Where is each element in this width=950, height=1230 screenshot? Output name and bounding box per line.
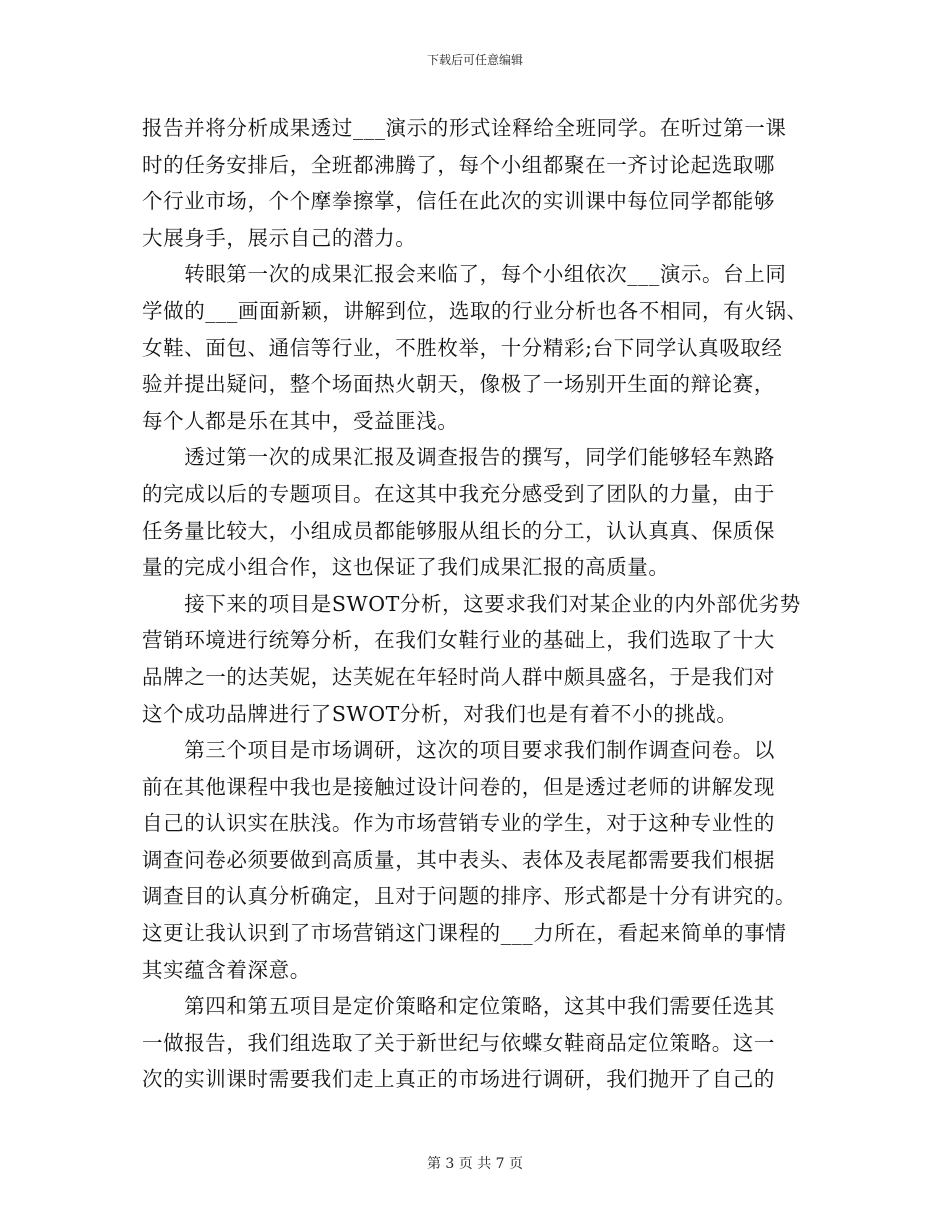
paragraph-5 bbox=[142, 732, 822, 988]
text-line: 第三个项目是市场调研，这次的项目要求我们制作调查问卷。以 bbox=[142, 738, 775, 763]
text-line: 报告并将分析成果透过___演示的形式诠释给全班同学。在听过第一课 bbox=[142, 116, 787, 140]
text-line: 量的完成小组合作，这也保证了我们成果汇报的高质量。 bbox=[142, 555, 670, 580]
text-line: 每个人都是乐在其中，受益匪浅。 bbox=[142, 408, 459, 433]
text-line: 品牌之一的达芙妮，达芙妮在年轻时尚人群中颇具盛名，于是我们对 bbox=[142, 664, 775, 689]
text-line: 其实蕴含着深意。 bbox=[142, 957, 311, 982]
text-line: 调查问卷必须要做到高质量，其中表头、表体及表尾都需要我们根据 bbox=[142, 847, 775, 872]
text-line: 这个成功品牌进行了SWOT分析，对我们也是有着不小的挑战。 bbox=[142, 701, 738, 726]
text-line: 这更让我认识到了市场营销这门课程的___力所在，看起来简单的事情 bbox=[142, 921, 787, 946]
paragraph-3 bbox=[142, 439, 822, 585]
text-line: 的完成以后的专题项目。在这其中我充分感受到了团队的力量，由于 bbox=[142, 481, 775, 506]
paragraph-4 bbox=[142, 586, 822, 732]
page-footer: 第 3 页 共 7 页 bbox=[426, 1156, 524, 1172]
text-line: 透过第一次的成果汇报及调查报告的撰写，同学们能够轻车熟路 bbox=[142, 445, 775, 470]
text-line: 次的实训课时需要我们走上真正的市场进行调研，我们抛开了自己的 bbox=[142, 1067, 775, 1092]
text-line: 任务量比较大，小组成员都能够服从组长的分工，认认真真、保质保 bbox=[142, 518, 775, 543]
text-line: 大展身手，展示自己的潜力。 bbox=[142, 225, 417, 250]
text-line: 验并提出疑问，整个场面热火朝天，像极了一场别开生面的辩论赛， bbox=[142, 372, 775, 397]
text-line: 时的任务安排后，全班都沸腾了，每个小组都聚在一齐讨论起选取哪 bbox=[142, 152, 775, 177]
text-line: 一做报告，我们组选取了关于新世纪与依蝶女鞋商品定位策略。这一 bbox=[142, 1030, 775, 1055]
text-line: 自己的认识实在肤浅。作为市场营销专业的学生，对于这种专业性的 bbox=[142, 811, 775, 836]
text-line: 第四和第五项目是定价策略和定位策略，这其中我们需要任选其 bbox=[142, 994, 775, 1019]
text-line: 学做的___画面新颖，讲解到位，选取的行业分析也各不相同，有火锅、 bbox=[142, 298, 808, 323]
text-line: 女鞋、面包、通信等行业，不胜枚举，十分精彩;台下同学认真吸取经 bbox=[142, 335, 783, 360]
text-line: 接下来的项目是SWOT分析，这要求我们对某企业的内外部优劣势 bbox=[142, 591, 801, 616]
text-line: 调查目的认真分析确定，且对于问题的排序、形式都是十分有讲究的。 bbox=[142, 884, 797, 909]
text-line: 个行业市场，个个摩拳擦掌，信任在此次的实训课中每位同学都能够 bbox=[142, 189, 775, 214]
paragraph-2 bbox=[142, 256, 822, 439]
document-body bbox=[142, 110, 822, 1098]
paragraph-6 bbox=[142, 988, 822, 1098]
paragraph-1 bbox=[142, 110, 822, 256]
page-header: 下载后可任意编辑 bbox=[426, 53, 523, 67]
text-line: 转眼第一次的成果汇报会来临了，每个小组依次___演示。台上同 bbox=[142, 262, 787, 287]
text-line: 前在其他课程中我也是接触过设计问卷的，但是透过老师的讲解发现 bbox=[142, 774, 775, 799]
text-line: 营销环境进行统筹分析，在我们女鞋行业的基础上，我们选取了十大 bbox=[142, 628, 775, 653]
